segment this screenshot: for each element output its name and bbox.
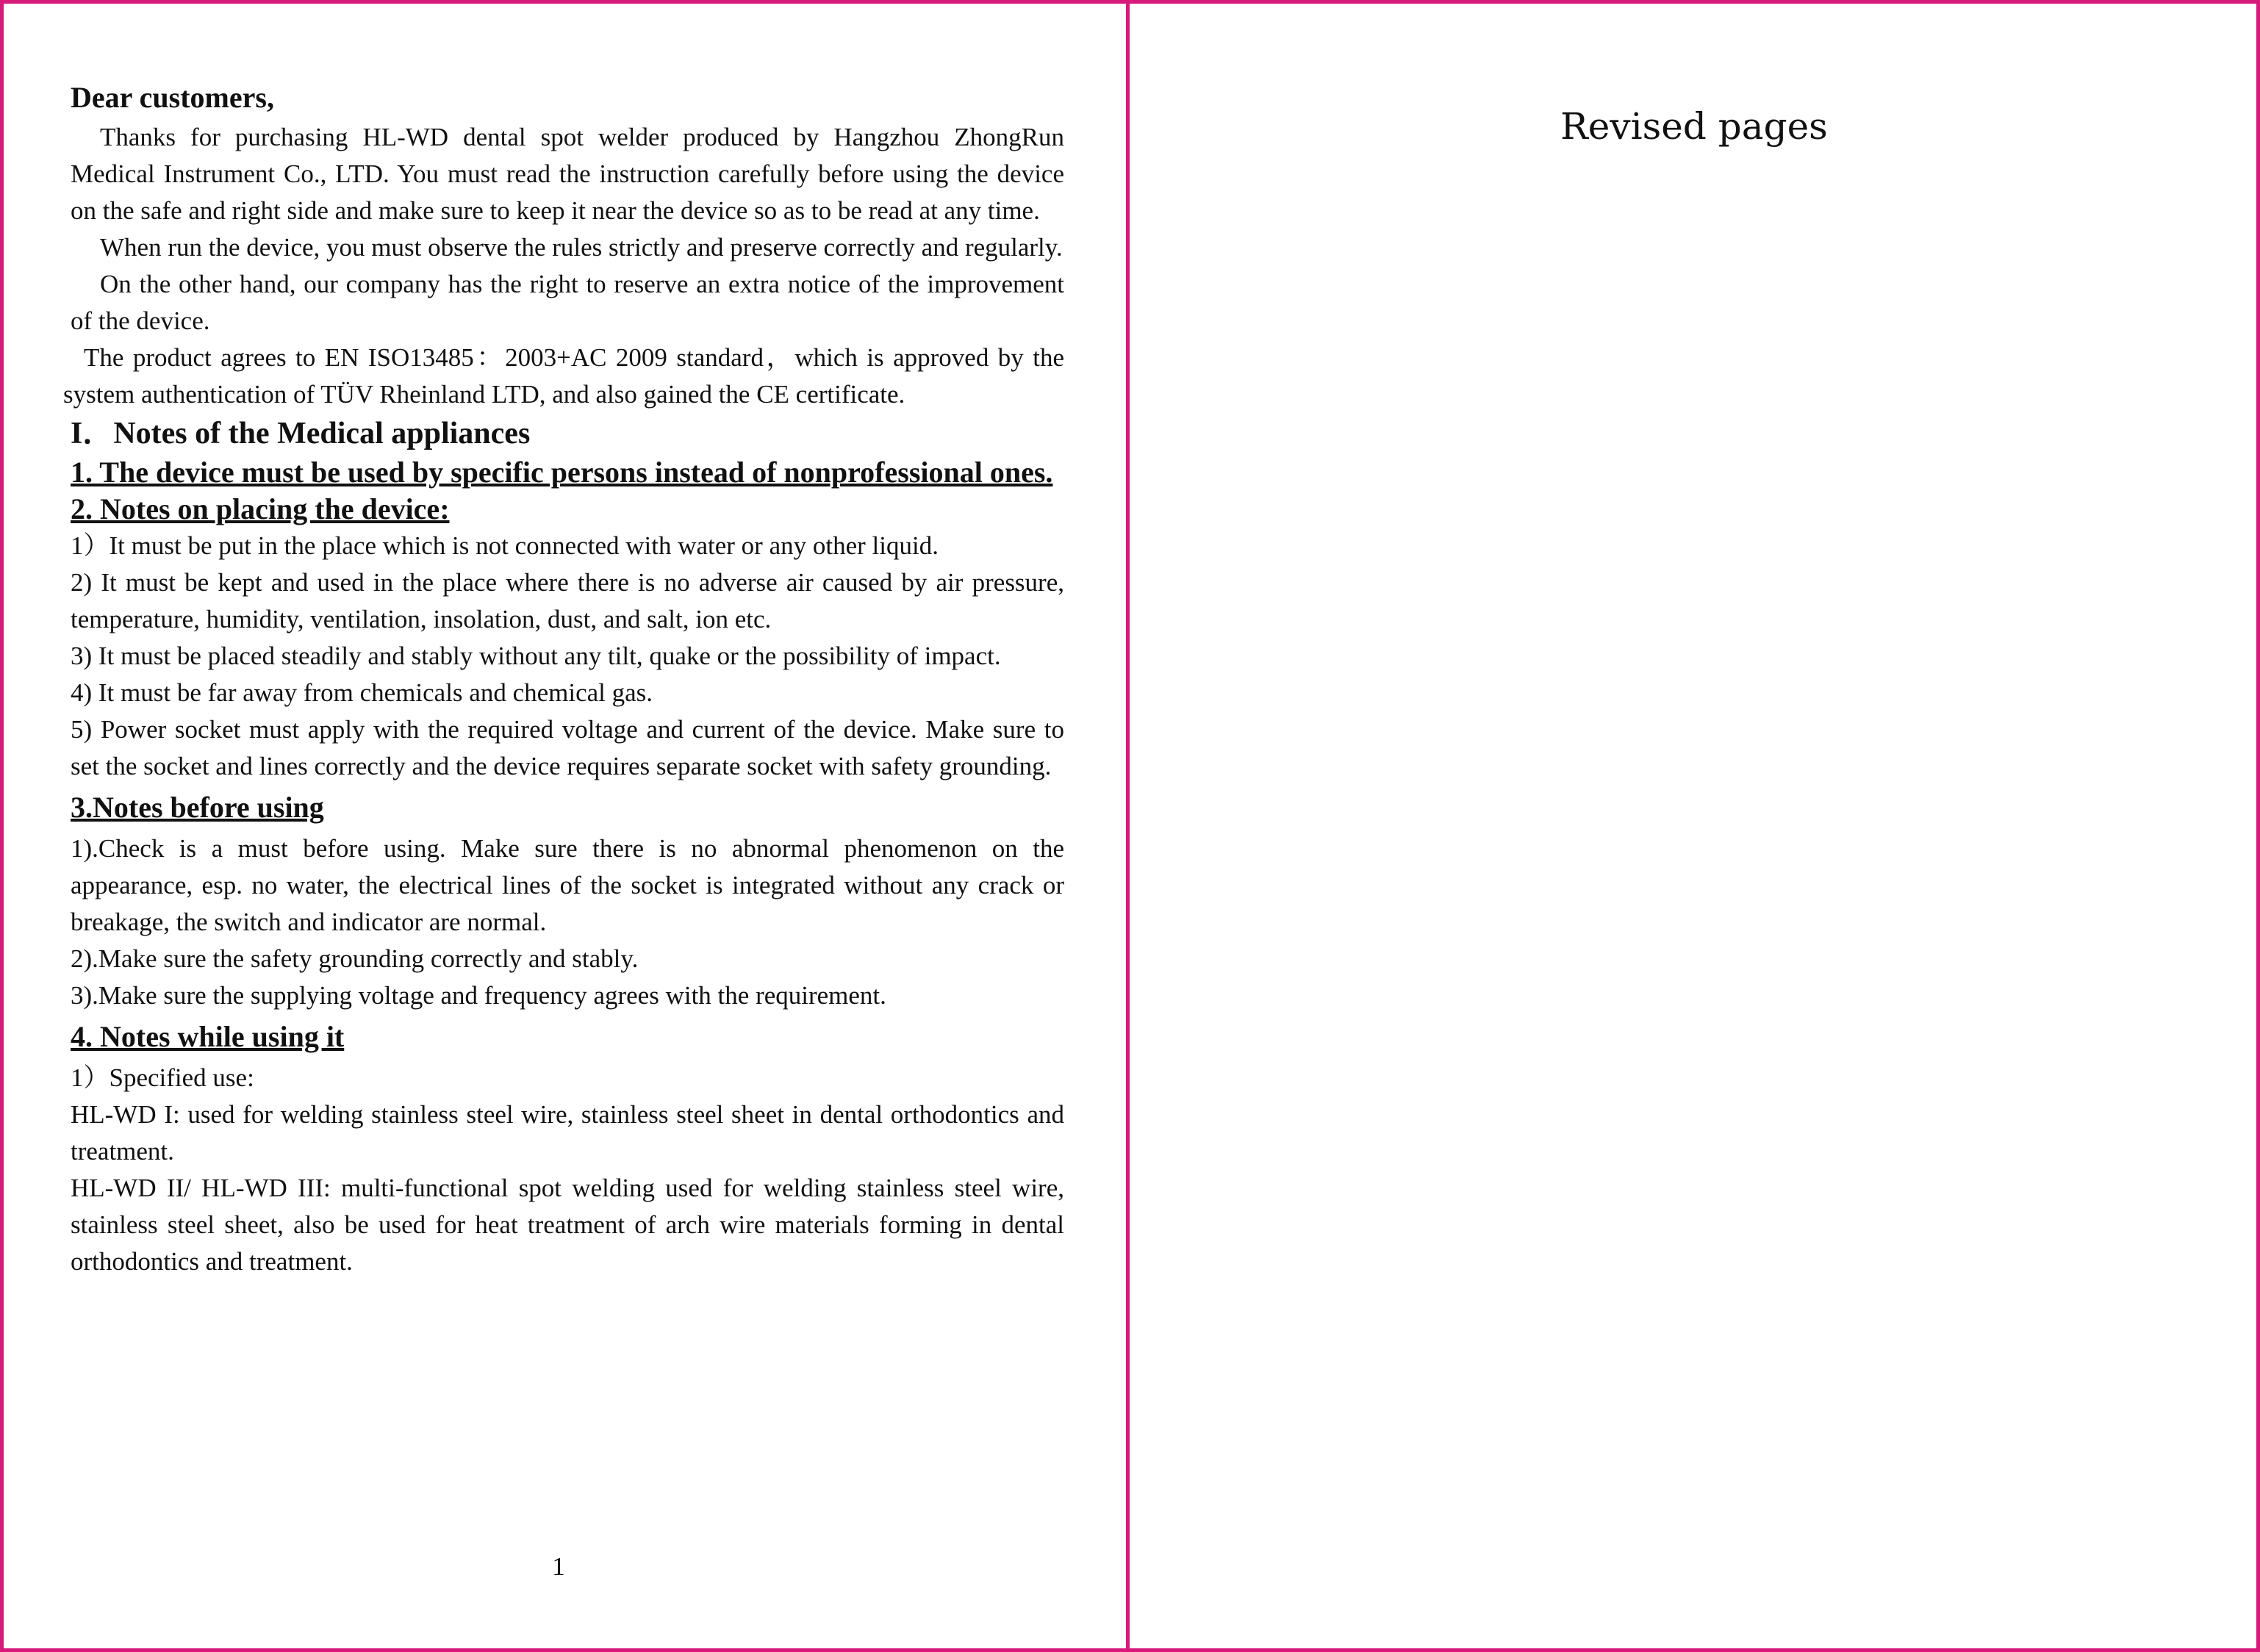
note2-item-2: 2) It must be kept and used in the place where there is no adverse air caused by air pressure, temperature, humidity, ventilation, insolation, dust, and salt, ion etc. [71,568,1064,633]
note3-item-1: 1).Check is a must before using. Make sure there is no abnormal phenomenon on the appearance, esp. no water, the electrical lines of the socket is integrated without any crack or breakage, the switch and indicator are normal. [71,834,1064,936]
note2-item-5: 5) Power socket must apply with the required voltage and current of the device. Make sure to set the socket and lines correctly and the device requires separate socket with safety grounding. [71,715,1064,780]
section-title: I．Notes of the Medical appliances [71,417,531,450]
note4-item-1: 1）Specified use: [71,1063,254,1092]
right-page-title: Revised pages [1560,105,1828,148]
note1-heading: 1. The device must be used by specific persons instead of nonprofessional ones. [71,456,1053,489]
note4-item-2: HL-WD I: used for welding stainless steel wire, stainless steel sheet in dental orthodontics and treatment. [71,1100,1064,1166]
page-number: 1 [552,1552,565,1581]
intro-paragraph-3: On the other hand, our company has the right to reserve an extra notice of the improvement of the device. [71,270,1064,335]
note3-item-3: 3).Make sure the supplying voltage and frequency agrees with the requirement. [71,981,886,1010]
note4-item-3: HL-WD II/ HL-WD III: multi-functional spot welding used for welding stainless steel wire, stainless steel sheet, also be used for heat treatment of arch wire materials forming in dental orthodontics and treatment. [71,1174,1064,1276]
note2-heading: 2. Notes on placing the device: [71,492,450,525]
greeting: Dear customers, [71,81,274,114]
note2-item-3: 3) It must be placed steadily and stably without any tilt, quake or the possibility of impact. [71,642,1001,670]
note3-item-2: 2).Make sure the safety grounding correctly and stably. [71,944,639,973]
intro-paragraph-4: The product agrees to EN ISO13485：2003+AC 2009 standard，which is approved by the system authentication of TÜV Rheinland LTD, and also gained the CE certificate. [63,343,1064,409]
intro-paragraph-2: When run the device, you must observe the rules strictly and preserve correctly and regularly. [100,233,1063,262]
note2-item-4: 4) It must be far away from chemicals and chemical gas. [71,678,653,707]
note4-heading: 4. Notes while using it [71,1020,345,1053]
intro-paragraph-1: Thanks for purchasing HL-WD dental spot welder produced by Hangzhou ZhongRun Medical Instrument Co., LTD. You must read the instruction carefully before using the device on the safe and right side and make sure to keep it near the device so as to be read at any time. [71,123,1064,225]
note2-item-1: 1）It must be put in the place which is not connected with water or any other liquid. [71,531,939,560]
page-divider [1126,0,1130,1652]
note3-heading: 3.Notes before using [71,791,324,824]
left-page [63,76,1064,1280]
